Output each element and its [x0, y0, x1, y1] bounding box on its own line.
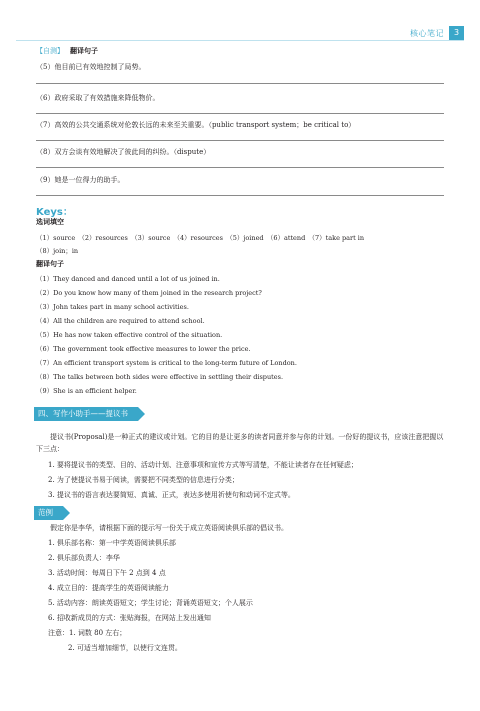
example-item: 1. 俱乐部名称：第一中学英语阅读俱乐部 [48, 539, 176, 547]
example-intro: 假定你是李华，请根据下面的提示写一份关于成立英语阅读俱乐部的倡议书。 [50, 524, 288, 532]
header-label: 核心笔记 [410, 29, 444, 38]
proposal-intro: 提议书(Proposal)是一种正式的建议或计划。它的目的是让更多的读者同意并参与你的计划。一份好的提议书，应该注意把握以下三点： [36, 433, 444, 453]
example-banner: 范例 [34, 506, 63, 520]
proposal-point: 3. 提议书的语言表达要简短、真诚、正式，表达多使用祈使句和动词不定式等。 [48, 491, 295, 499]
question-8: （8）双方会谈有效地解决了彼此间的纠纷。（dispute） [36, 148, 211, 156]
translation-answer: （4）All the children are required to attend school. [36, 317, 205, 325]
example-note: 2. 可适当增加细节，以使行文连贯。 [68, 644, 182, 652]
answer-line [36, 83, 444, 84]
keys-title: Keys： [36, 207, 73, 218]
example-item: 5. 活动内容：朗读英语短文；学生讨论；背诵英语短文；个人展示 [48, 599, 253, 607]
self-test-title: 翻译句子 [70, 47, 98, 55]
example-note: 注意：1. 词数 80 左右； [48, 629, 127, 637]
writing-helper-banner: 四、写作小助手——提议书 [34, 407, 138, 421]
example-item: 3. 活动时间：每周日下午 2 点到 4 点 [48, 569, 166, 577]
self-test-tag: 【自测】 [36, 47, 64, 55]
translation-answer: （5）He has now taken effective control of the situation. [36, 331, 223, 339]
translation-answer: （8）The talks between both sides were effective in settling their disputes. [36, 373, 284, 381]
page-number: 3 [449, 26, 464, 40]
translation-answer: （9）She is an efficient helper. [36, 387, 137, 395]
fill-heading: 选词填空 [36, 218, 64, 226]
example-item: 4. 成立目的：提高学生的英语阅读能力 [48, 584, 169, 592]
translate-heading: 翻译句子 [36, 260, 64, 268]
answer-line [36, 113, 444, 114]
translation-answer: （2）Do you know how many of them joined in the research project? [36, 289, 262, 297]
answer-line [36, 195, 444, 196]
answer-line [36, 167, 444, 168]
fill-answer-line: （1）source （2）resources （3）source （4）resources （5）joined （6）attend （7）take part in [36, 234, 365, 242]
header-divider [16, 40, 464, 41]
question-6: （6）政府采取了有效措施来降低物价。 [36, 94, 160, 102]
proposal-point: 1. 要将提议书的类型、目的、活动计划、注意事项和宣传方式等写清楚，不能让读者存在任何疑虑； [48, 461, 358, 469]
translation-answer: （1）They danced and danced until a lot of us joined in. [36, 275, 220, 283]
question-9: （9）她是一位得力的助手。 [36, 176, 125, 184]
example-item: 2. 俱乐部负责人：李华 [48, 554, 120, 562]
translation-answer: （3）John takes part in many school activities. [36, 303, 189, 311]
answer-line [36, 140, 444, 141]
proposal-point: 2. 为了使提议书易于阅读，需要把不同类型的信息进行分类； [48, 476, 239, 484]
example-item: 6. 招收新成员的方式：张贴海报，在网站上发出通知 [48, 614, 211, 622]
translation-answer: （7）An efficient transport system is critical to the long-term future of London. [36, 359, 297, 367]
translation-answer: （6）The government took effective measures to lower the price. [36, 345, 251, 353]
self-test-heading [36, 46, 98, 56]
question-5: （5）他目前已有效地控制了局势。 [36, 63, 146, 71]
fill-answer-line: （8）join；in [36, 247, 79, 255]
question-7: （7）高效的公共交通系统对伦敦长远的未来至关重要。（public transport system；be critical to） [36, 121, 356, 129]
